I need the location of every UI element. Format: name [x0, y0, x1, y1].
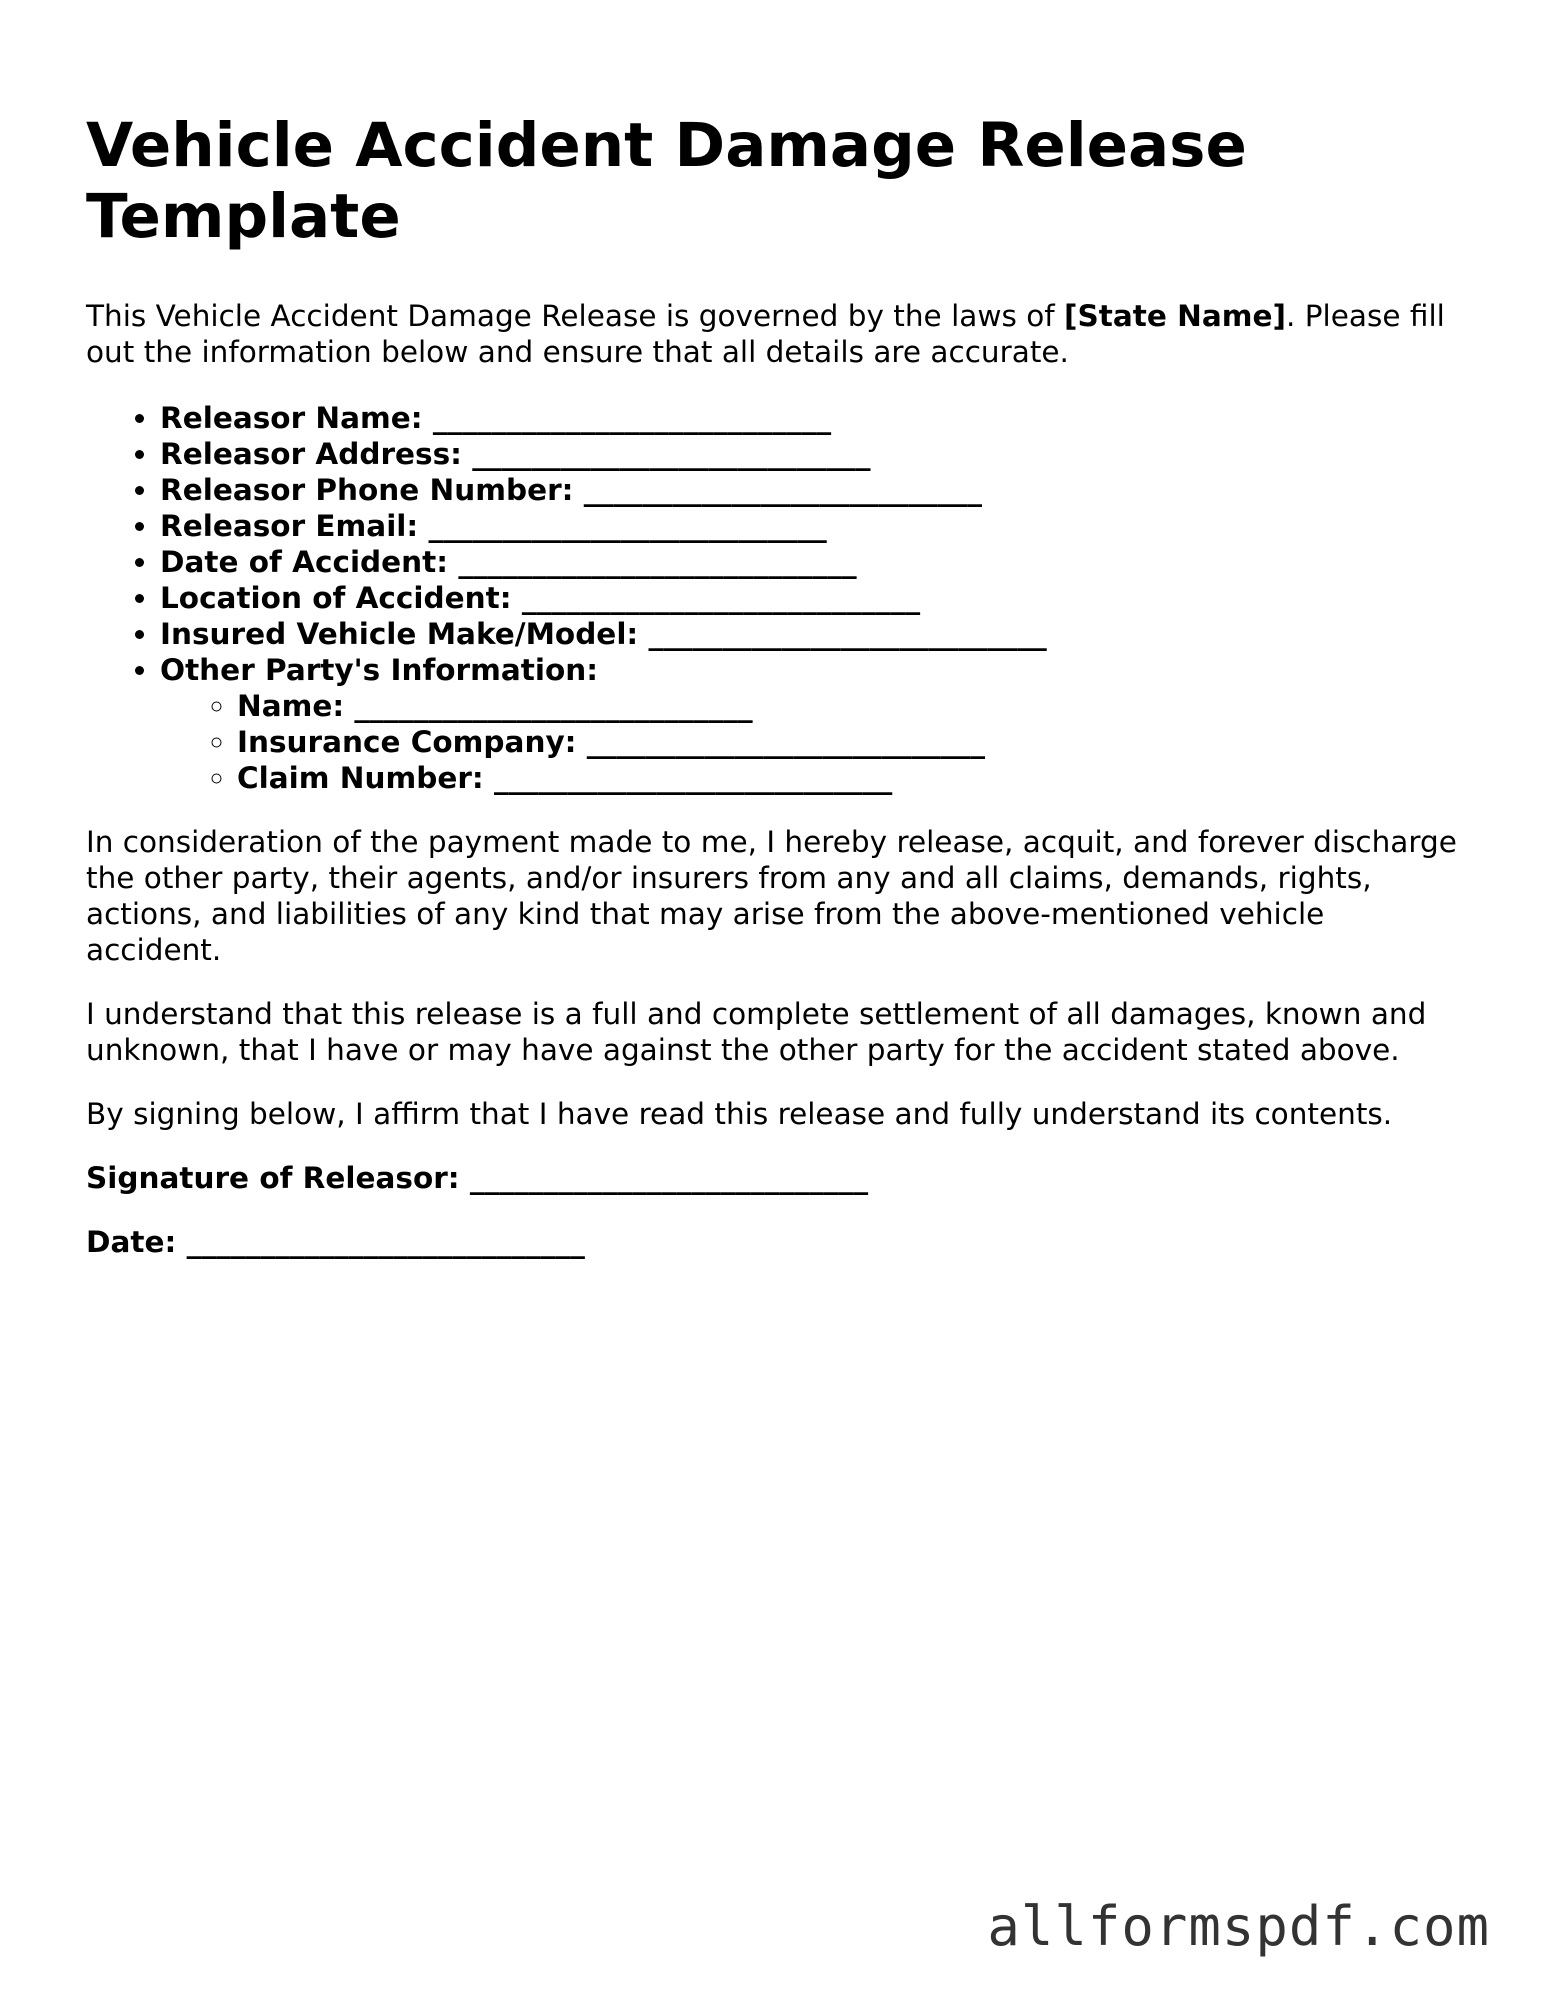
signature-fill-in-line[interactable]: ___________________________	[469, 1161, 869, 1195]
intro-paragraph	[86, 298, 1466, 370]
fill-in-line[interactable]: ___________________________	[583, 473, 982, 507]
field-date-of-accident: • Date of Accident: ___________________________	[160, 544, 1466, 580]
fill-in-line[interactable]: ___________________________	[458, 545, 857, 579]
document-title: Vehicle Accident Damage Release Template	[86, 110, 1247, 252]
release-paragraph: In consideration of the payment made to me, I hereby release, acquit, and forever discharge the other party, their agents, and/or insurers from any and all claims, demands, rights, actions, and liabilities of any kind that may arise from the above-mentioned vehicle accident.	[86, 825, 1457, 967]
fill-in-line[interactable]: ___________________________	[354, 689, 753, 723]
state-name-placeholder: [State Name]	[1064, 299, 1286, 333]
signature-line	[86, 1160, 1466, 1196]
settlement-paragraph: I understand that this release is a full and complete settlement of all damages, known and unknown, that I have or may have against the other party for the accident stated above.	[86, 997, 1427, 1067]
date-line	[86, 1224, 1466, 1260]
field-other-party-name: ◦ Name: ___________________________	[237, 688, 1466, 724]
fill-in-line[interactable]: ___________________________	[586, 725, 985, 759]
fill-in-line[interactable]: ___________________________	[493, 761, 893, 795]
date-label: Date:	[86, 1225, 177, 1259]
fill-in-line[interactable]: ___________________________	[432, 401, 832, 435]
field-releasor-phone: • Releasor Phone Number: ___________________________	[160, 472, 1466, 508]
field-location-of-accident: • Location of Accident: ___________________________	[160, 580, 1466, 616]
date-fill-in-line[interactable]: ___________________________	[186, 1225, 585, 1259]
intro-text-after: . Please fill out the information below and ensure that all details are accurate.	[86, 299, 1445, 369]
field-vehicle-make-model: • Insured Vehicle Make/Model: ___________________________	[160, 616, 1466, 652]
field-releasor-address: • Releasor Address: ___________________________	[160, 436, 1466, 472]
field-insurance-company: ◦ Insurance Company: ___________________________	[237, 724, 1466, 760]
site-watermark: allformspdf.com	[987, 1895, 1490, 1958]
field-list	[86, 400, 1466, 796]
document-page	[86, 110, 1466, 1260]
fill-in-line[interactable]: ___________________________	[521, 581, 921, 615]
fill-in-line[interactable]: ___________________________	[428, 509, 827, 543]
field-claim-number: ◦ Claim Number: ___________________________	[237, 760, 1466, 796]
signature-label: Signature of Releasor:	[86, 1161, 460, 1195]
fill-in-line[interactable]: ___________________________	[648, 617, 1047, 651]
field-other-party: • Other Party's Information: ◦ Name: ___________________________ ◦ Insurance Company: ___________________________ ◦ Claim Number: ___________________________	[160, 652, 1466, 796]
other-party-field-list	[160, 688, 1466, 796]
field-releasor-email: • Releasor Email: ___________________________	[160, 508, 1466, 544]
field-releasor-name: • Releasor Name: ___________________________	[160, 400, 1466, 436]
intro-text-before: This Vehicle Accident Damage Release is governed by the laws of	[86, 299, 1065, 333]
affirmation-paragraph: By signing below, I affirm that I have read this release and fully understand its contents.	[86, 1097, 1393, 1131]
fill-in-line[interactable]: ___________________________	[472, 437, 871, 471]
